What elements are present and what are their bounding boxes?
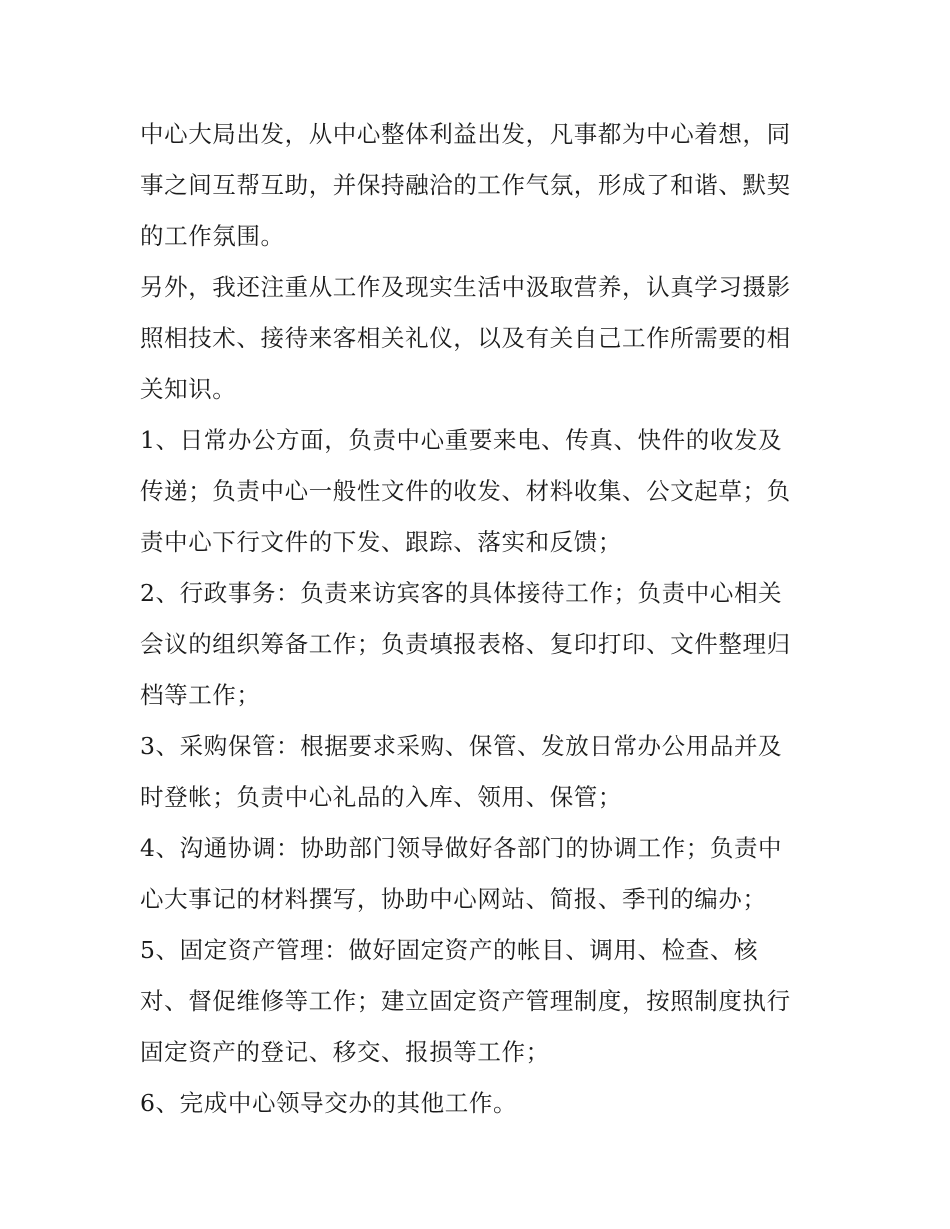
- text-line: 3、采购保管：根据要求采购、保管、发放日常办公用品并及: [140, 732, 783, 760]
- text-line: 的工作氛围。: [140, 222, 285, 250]
- text-line: 传递；负责中心一般性文件的收发、材料收集、公文起草；负: [140, 477, 791, 505]
- text-line: 6、完成中心领导交办的其他工作。: [140, 1089, 518, 1117]
- text-line: 另外，我还注重从工作及现实生活中汲取营养，认真学习摄影: [140, 273, 791, 301]
- text-line: 1、日常办公方面，负责中心重要来电、传真、快件的收发及: [140, 426, 783, 454]
- text-line: 4、沟通协调：协助部门领导做好各部门的协调工作；负责中: [140, 834, 783, 862]
- text-line: 2、行政事务：负责来访宾客的具体接待工作；负责中心相关: [140, 579, 783, 607]
- document-body: [140, 109, 820, 1129]
- text-line: 关知识。: [140, 375, 237, 403]
- text-line: 中心大局出发，从中心整体利益出发，凡事都为中心着想，同: [140, 120, 791, 148]
- text-line: 档等工作；: [140, 681, 261, 709]
- text-line: 责中心下行文件的下发、跟踪、落实和反馈；: [140, 528, 622, 556]
- text-line: 照相技术、接待来客相关礼仪，以及有关自己工作所需要的相: [140, 324, 791, 352]
- text-line: 对、督促维修等工作；建立固定资产管理制度，按照制度执行: [140, 987, 791, 1015]
- text-line: 会议的组织筹备工作；负责填报表格、复印打印、文件整理归: [140, 630, 791, 658]
- text-line: 时登帐；负责中心礼品的入库、领用、保管；: [140, 783, 622, 811]
- text-line: 事之间互帮互助，并保持融洽的工作气氛，形成了和谐、默契: [140, 171, 791, 199]
- text-line: 心大事记的材料撰写，协助中心网站、简报、季刊的编办；: [140, 885, 767, 913]
- text-line: 5、固定资产管理：做好固定资产的帐目、调用、检查、核: [140, 936, 759, 964]
- text-line: 固定资产的登记、移交、报损等工作；: [140, 1038, 550, 1066]
